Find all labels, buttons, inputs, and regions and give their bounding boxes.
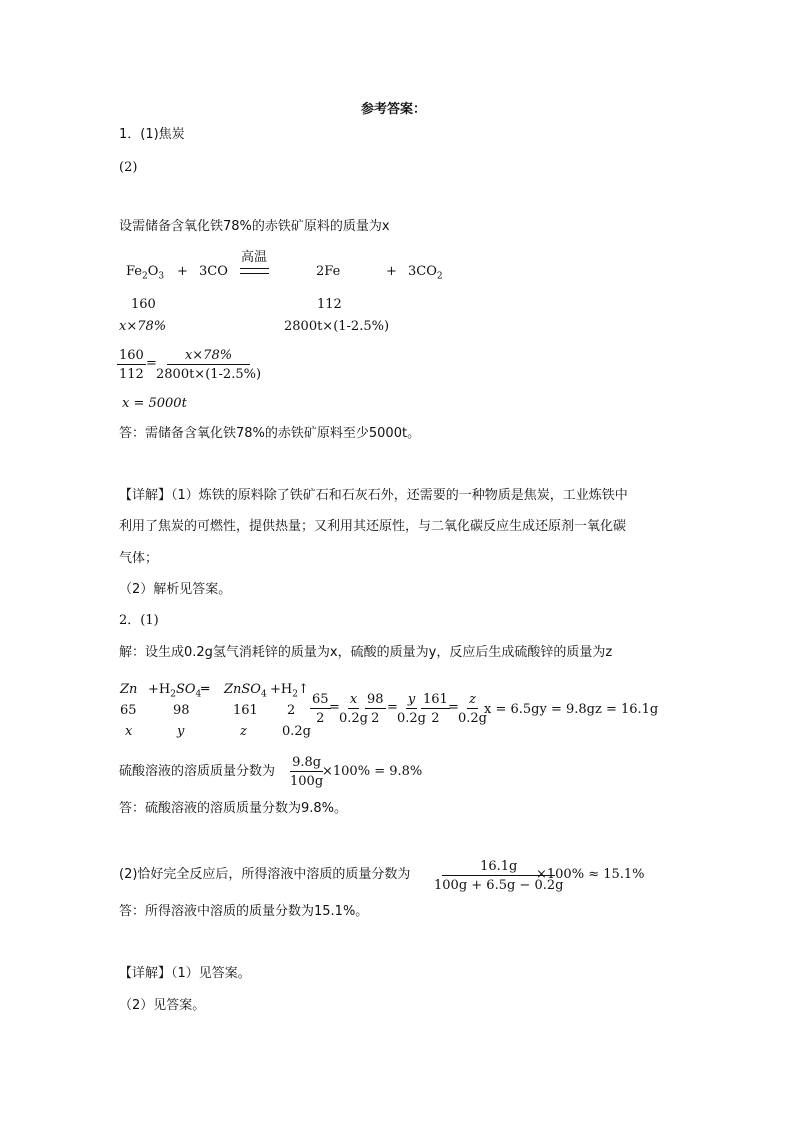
q1-detail-line3: 气体；	[119, 551, 159, 566]
q2-eq-sign-1: =	[329, 700, 340, 715]
q2-mass-h2so4: 98	[173, 703, 190, 718]
q2-fraction-solution-tail: ×100% ≈ 15.1%	[536, 867, 645, 882]
q2-mass-znso4: 161	[233, 703, 258, 718]
q1-fraction-qty: $\frac{x\times 78\%}{2800t\times(1-2.5\%)}$	[156, 348, 262, 382]
q2-mass-h2: 2	[287, 703, 296, 718]
q2-answer2: 答：所得溶液中溶质的质量分数为15.1%。	[119, 904, 369, 919]
q1-fraction-mass: $\frac{160}{112}$	[119, 348, 144, 382]
q1-detail-line1: 【详解】（1）炼铁的原料除了铁矿石和石灰石外，还需要的一种物质是焦炭，工业炼铁中	[119, 488, 628, 503]
q2-detail-line2: （2）见答案。	[119, 998, 206, 1013]
q2-eq-zn: Zn	[120, 682, 138, 697]
q1-eq-fe2o3: $Fe_2O_3$	[126, 264, 165, 282]
q2-answer1: 答：硫酸溶液的溶质质量分数为9.8%。	[119, 801, 348, 816]
q1-answer: 答：需储备含氧化铁78%的赤铁矿原料至少5000t。	[119, 426, 421, 441]
q2-frac-z: $\frac{z}{0.2g}$	[458, 692, 487, 726]
q2-part2: (2)恰好完全反应后，所得溶液中溶质的质量分数为	[119, 867, 411, 882]
q2-detail-line1: 【详解】（1）见答案。	[119, 966, 251, 981]
q2-var-y: y	[177, 724, 185, 739]
q2-frac-65: $\frac{65}{2}$	[312, 692, 329, 726]
q2-var-x: x	[125, 724, 133, 739]
q2-frac-y: $\frac{y}{0.2g}$	[397, 692, 426, 726]
q1-eq-plus2: +	[386, 264, 397, 279]
q1-eq-co2: $3CO_2$	[408, 264, 443, 282]
q2-eq-znso4: ZnSO$_4$	[224, 682, 267, 700]
q1-qty-iron: 2800t×(1-2.5%)	[284, 319, 390, 334]
q1-eq-co: 3CO	[199, 264, 228, 279]
q1-eq-condition: 高温	[241, 250, 268, 265]
q1-eq-arrow	[240, 268, 269, 274]
q2-eq-sign-2: =	[387, 700, 398, 715]
q2-setup: 解：设生成0.2g氢气消耗锌的质量为x，硫酸的质量为y，反应后生成硫酸锌的质量为z	[119, 645, 613, 660]
q2-fraction-acid: $\frac{9.8g}{100g}$	[290, 755, 324, 789]
page-title: 参考答案：	[361, 102, 427, 117]
q2-eq-h2so4: $+H_2SO_4═$	[148, 682, 210, 700]
q2-frac-x: $\frac{x}{0.2g}$	[339, 692, 368, 726]
q1-detail-line4: （2）解析见答案。	[119, 582, 232, 597]
q2-fraction-solution: $\frac{16.1g}{100g + 6.5g - 0.2g}$	[434, 859, 564, 893]
q1-setup: 设需储备含氧化铁78%的赤铁矿原料的质量为x	[119, 219, 390, 234]
q2-var-h2: 0.2g	[282, 724, 311, 739]
q1-mass-fe: 112	[317, 297, 342, 312]
q2-fraction-label: 硫酸溶液的溶质质量分数为	[119, 764, 276, 779]
q2-part1: 2．(1)	[119, 613, 159, 628]
q2-eq-sign-3: =	[448, 700, 459, 715]
q1-eq-fe: 2Fe	[316, 264, 341, 279]
q2-eq-h2: $+H_2↑$	[270, 682, 309, 700]
q2-var-z: z	[240, 724, 247, 739]
q1-equals: =	[146, 356, 157, 371]
q2-frac-161: $\frac{161}{2}$	[423, 692, 448, 726]
q1-result: x = 5000t	[122, 396, 187, 411]
q2-results: x = 6.5gy = 9.8gz = 16.1g	[484, 702, 659, 717]
q1-part1: 1．(1)焦炭	[119, 127, 185, 142]
q2-frac-98: $\frac{98}{2}$	[367, 692, 384, 726]
q1-detail-line2: 利用了焦炭的可燃性，提供热量；又利用其还原性，与二氧化碳反应生成还原剂一氧化碳	[119, 519, 627, 534]
q2-mass-zn: 65	[120, 703, 137, 718]
q1-qty-ore: x×78%	[119, 319, 167, 334]
q1-part2-label: (2)	[119, 160, 138, 175]
q1-eq-plus1: +	[177, 264, 188, 279]
q2-fraction-acid-tail: ×100% = 9.8%	[322, 764, 423, 779]
q1-mass-fe2o3: 160	[131, 297, 156, 312]
